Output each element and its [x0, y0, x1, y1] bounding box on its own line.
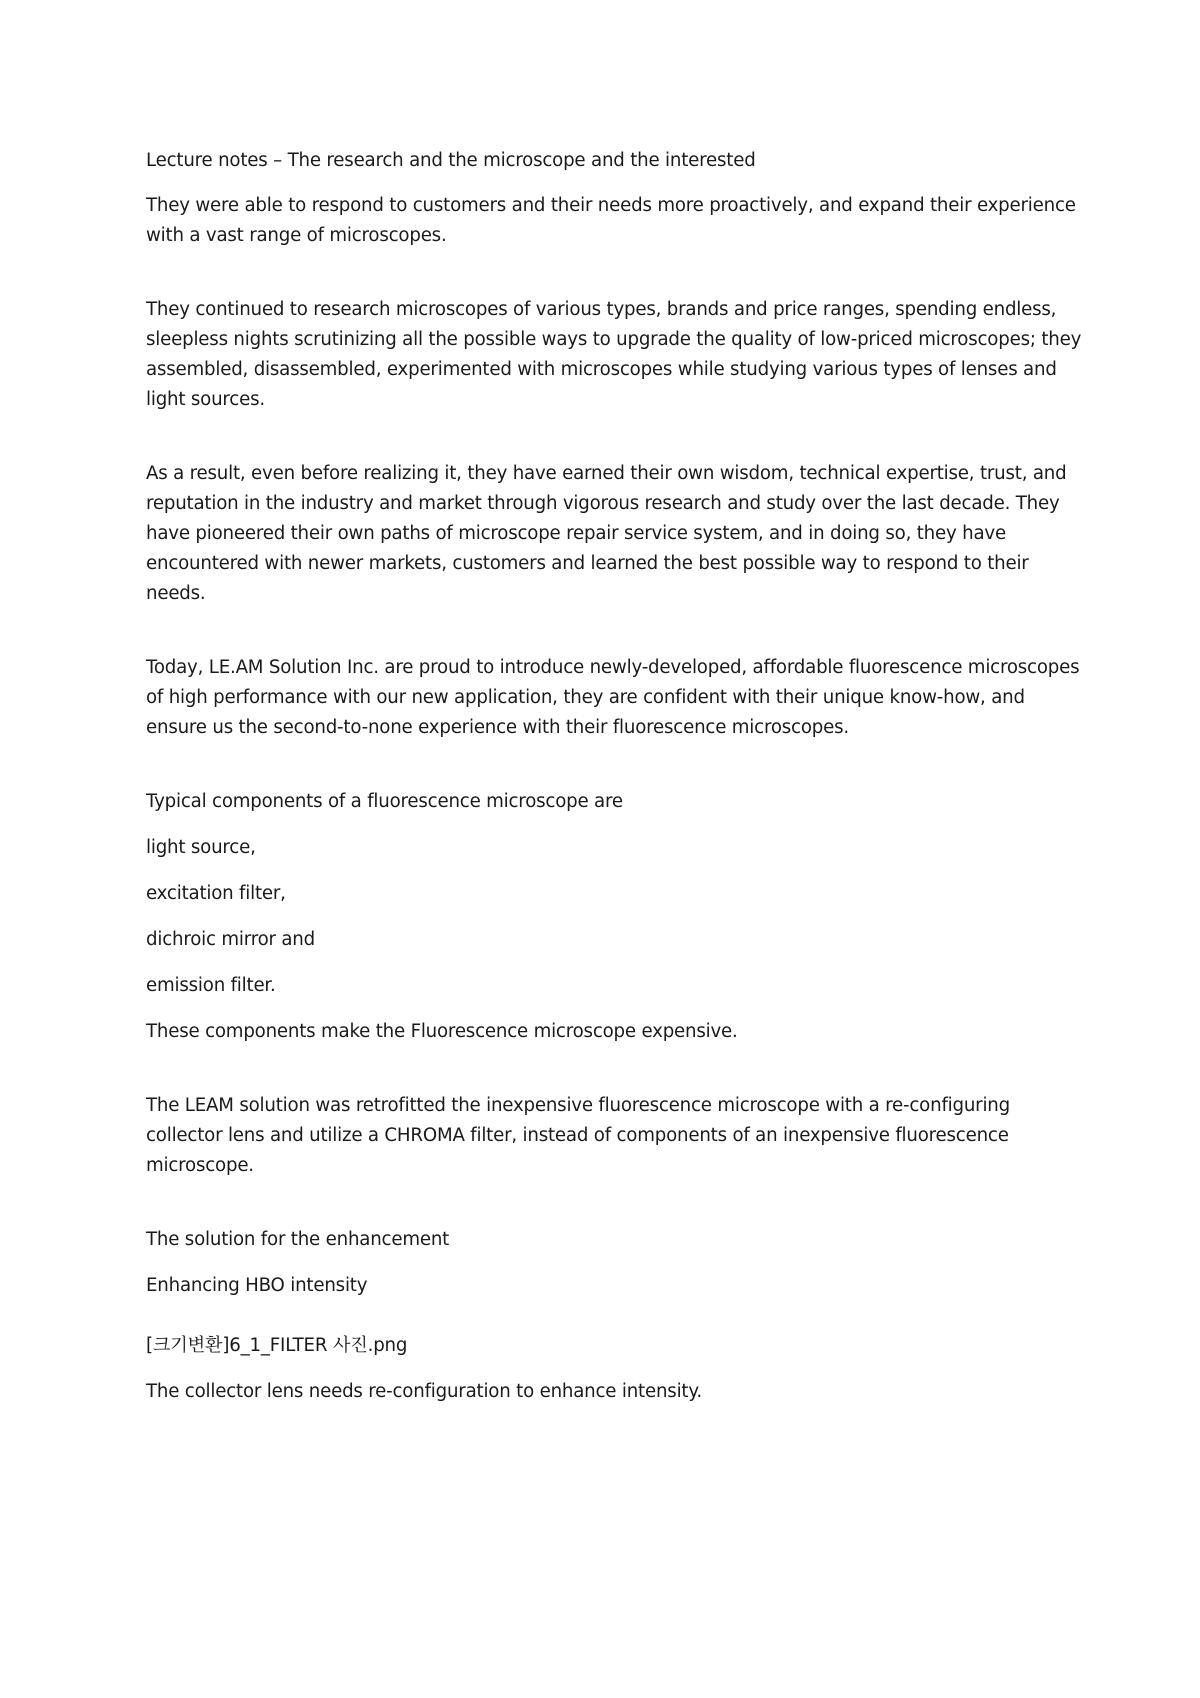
component-item: emission filter. — [146, 975, 276, 996]
research-paragraph: They continued to research microscopes of various types, brands and price ranges, spending endless, sleepless nights scrutinizing all the possible ways to upgrade the quality of low-priced microscopes; they assembled, disassembled, experimented with microscopes while studying various types of lenses and light sources. — [146, 299, 1082, 410]
document-body — [146, 146, 1086, 1422]
component-item: light source, — [146, 837, 256, 858]
components-heading: Typical components of a fluorescence microscope are — [146, 791, 623, 812]
result-paragraph: As a result, even before realizing it, they have earned their own wisdom, technical expertise, trust, and reputation in the industry and market through vigorous research and study over the last decade. They have pioneered their own paths of microscope repair service system, and in doing so, they have encountered with newer markets, customers and learned the best possible way to respond to their needs. — [146, 463, 1067, 604]
components-note: These components make the Fluorescence microscope expensive. — [146, 1021, 738, 1042]
final-line: The collector lens needs re-configuration to enhance intensity. — [146, 1381, 702, 1402]
leam-paragraph: The LEAM solution was retrofitted the inexpensive fluorescence microscope with a re-configuring collector lens and utilize a CHROMA filter, instead of components of an inexpensive fluorescence microscope. — [146, 1095, 1010, 1176]
today-paragraph: Today, LE.AM Solution Inc. are proud to introduce newly-developed, affordable fluorescence microscopes of high performance with our new application, they are confident with their unique know-how, and ensure us the second-to-none experience with their fluorescence microscopes. — [146, 657, 1080, 738]
component-item: excitation filter, — [146, 883, 286, 904]
solution-item: Enhancing HBO intensity — [146, 1275, 368, 1296]
title-line: Lecture notes – The research and the microscope and the interested — [146, 150, 756, 171]
solution-heading: The solution for the enhancement — [146, 1229, 450, 1250]
component-item: dichroic mirror and — [146, 929, 315, 950]
image-filename: [크기변환]6_1_FILTER 사진.png — [146, 1335, 408, 1356]
intro-paragraph: They were able to respond to customers and their needs more proactively, and expand their experience with a vast range of microscopes. — [146, 195, 1076, 246]
